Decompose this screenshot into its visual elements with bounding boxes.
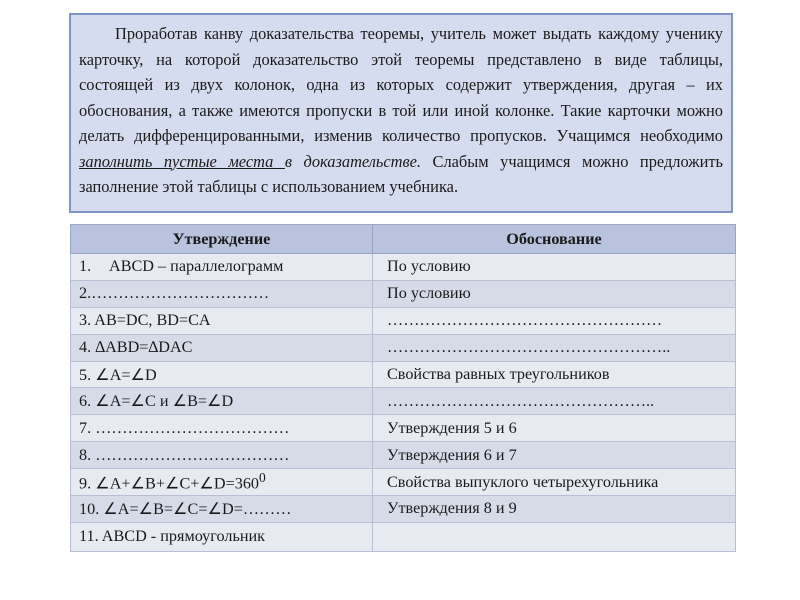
statement-cell: 5. ∠A=∠D <box>71 361 373 388</box>
reason-cell: Утверждения 5 и 6 <box>373 415 736 442</box>
statement-cell: 7. ……………………………… <box>71 415 373 442</box>
table-row <box>71 415 736 442</box>
statement-cell: 11. ABCD - прямоугольник <box>71 522 373 551</box>
intro-text-box <box>69 13 733 213</box>
reason-cell: Утверждения 6 и 7 <box>373 442 736 469</box>
reason-cell: ………………………………………….. <box>373 388 736 415</box>
table-row <box>71 254 736 281</box>
statement-cell: 8. ……………………………… <box>71 442 373 469</box>
intro-text: Проработав канву доказательства теоремы, учитель может выдать каждому ученику карточку, на которой доказательство этой теоремы представлено в виде таблицы, состоящей из двух колонок, одна из которых содержит утверждения, другая – их обоснования, а также имеются пропуски в той или иной колонке. Такие карточки можно делать дифференцированными, изменив количество пропусков. Учащимся необходимо <box>79 24 723 145</box>
header-statement: Утверждение <box>71 225 373 254</box>
reason-cell: …………………………………………….. <box>373 334 736 361</box>
statement-text: 9. ∠A+∠B+∠C+∠D=360 <box>79 474 260 493</box>
statement-text: ABCD – параллелограмм <box>109 257 284 276</box>
table-row <box>71 442 736 469</box>
table-row <box>71 469 736 496</box>
reason-cell: По условию <box>373 254 736 281</box>
table-row <box>71 307 736 334</box>
statement-cell: 3. AB=DC, BD=CA <box>71 307 373 334</box>
statement-cell: 2.…………………………… <box>71 280 373 307</box>
statement-cell: 10. ∠A=∠B=∠C=∠D=……… <box>71 496 373 523</box>
reason-cell: Свойства равных треугольников <box>373 361 736 388</box>
reason-cell: …………………………………………… <box>373 307 736 334</box>
reason-cell: Свойства выпуклого четырехугольника <box>373 469 736 496</box>
table-row <box>71 334 736 361</box>
intro-italic-text: в доказательстве. <box>284 151 421 171</box>
degree-superscript: 0 <box>259 470 266 486</box>
proof-table-header <box>71 225 736 254</box>
intro-underlined-text: заполнить пустые места <box>79 151 285 171</box>
header-reason: Обоснование <box>373 225 736 254</box>
statement-cell: 4. ∆ABD=∆DAC <box>71 334 373 361</box>
statement-cell: 6. ∠A=∠C и ∠B=∠D <box>71 388 373 415</box>
statement-cell <box>71 254 373 281</box>
reason-cell: Утверждения 8 и 9 <box>373 496 736 523</box>
statement-cell <box>71 469 373 496</box>
reason-cell <box>373 522 736 551</box>
intro-paragraph <box>79 21 723 200</box>
intro-text-end: Слабым учащимся можно предложить заполнение этой таблицы с использованием учебника. <box>79 151 723 196</box>
proof-table <box>70 224 736 552</box>
reason-cell: По условию <box>373 280 736 307</box>
table-row <box>71 496 736 523</box>
table-row <box>71 361 736 388</box>
statement-number: 1. <box>79 257 92 276</box>
table-row <box>71 388 736 415</box>
table-row <box>71 522 736 551</box>
table-row <box>71 280 736 307</box>
